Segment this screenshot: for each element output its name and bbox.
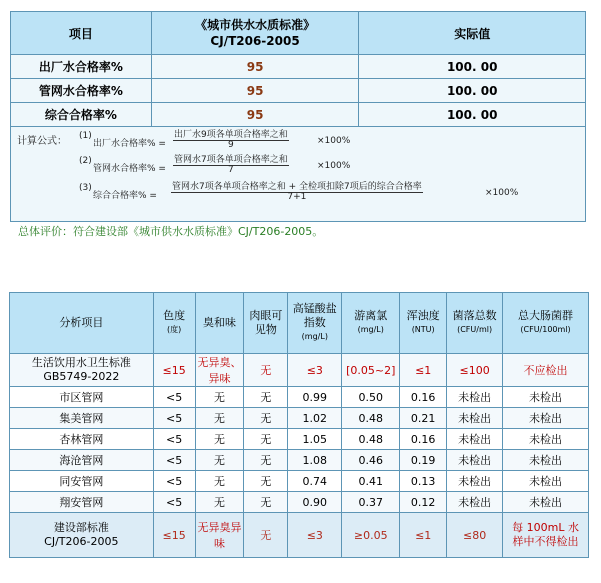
header-label: 高锰酸盐指数 — [292, 302, 337, 329]
header-cell — [447, 293, 503, 354]
cell: 1.05 — [288, 429, 342, 450]
row-actual: 100. 00 — [359, 103, 586, 127]
cell: <5 — [153, 408, 195, 429]
header-unit: (mg/L) — [301, 332, 328, 341]
cell: <5 — [153, 492, 195, 513]
gb-value: ≤1 — [400, 354, 447, 387]
cell: 1.08 — [288, 450, 342, 471]
cj-value: 无 — [244, 513, 288, 558]
cell: 0.48 — [342, 408, 400, 429]
cell: 0.74 — [288, 471, 342, 492]
cell: 无 — [195, 492, 244, 513]
compliance-rate-table — [10, 11, 586, 222]
cell: 0.16 — [400, 387, 447, 408]
header-cell — [244, 293, 288, 354]
cell: 无 — [195, 429, 244, 450]
cj-value: ≤15 — [153, 513, 195, 558]
formula-3-suffix: ×100% — [485, 188, 519, 198]
cj-label-line2: CJ/T206-2005 — [44, 535, 119, 548]
cell: 0.90 — [288, 492, 342, 513]
header-unit: (CFU/100ml) — [520, 325, 571, 334]
cj-standard-label — [10, 513, 154, 558]
formula-cell — [11, 127, 586, 222]
header-label: 浑浊度 — [406, 309, 440, 322]
formula-1-numerator: 出厂水9项各单项合格率之和 — [174, 130, 288, 140]
cj-label-line1: 建设部标准 — [53, 521, 109, 534]
gb-standard-row — [10, 354, 589, 387]
cj-value: ≤3 — [288, 513, 342, 558]
header-unit: (mg/L) — [357, 325, 384, 334]
cell: 0.48 — [342, 429, 400, 450]
compliance-header-row — [11, 12, 586, 55]
row-label: 出厂水合格率% — [11, 55, 152, 79]
row-name: 翔安管网 — [10, 492, 154, 513]
header-cell — [195, 293, 244, 354]
row-label: 管网水合格率% — [11, 79, 152, 103]
compliance-row — [11, 103, 586, 127]
cell: 未检出 — [503, 450, 589, 471]
gb-value: ≤100 — [447, 354, 503, 387]
row-standard: 95 — [151, 79, 359, 103]
header-cell — [400, 293, 447, 354]
formula-3-denominator: 7+1 — [287, 192, 307, 202]
formula-title: 计算公式： — [17, 136, 67, 147]
formula-2-index: (2) — [79, 156, 92, 166]
header-cell — [153, 293, 195, 354]
cell: 未检出 — [447, 387, 503, 408]
gb-value: [0.05~2] — [342, 354, 400, 387]
verdict-lead: 总体评价： — [18, 225, 73, 238]
table-row — [10, 450, 589, 471]
header-cell — [342, 293, 400, 354]
formula-2-numerator: 管网水7项各单项合格率之和 — [174, 155, 288, 165]
cj-value: ≤1 — [400, 513, 447, 558]
row-standard: 95 — [151, 103, 359, 127]
cell: 未检出 — [503, 408, 589, 429]
cell: 无 — [195, 450, 244, 471]
cj-value: ≥0.05 — [342, 513, 400, 558]
cj-value: 无异臭异味 — [195, 513, 244, 558]
cell: <5 — [153, 450, 195, 471]
formula-2-fraction — [173, 152, 289, 175]
row-standard: 95 — [151, 55, 359, 79]
header-cell — [288, 293, 342, 354]
compliance-row — [11, 55, 586, 79]
cell: 无 — [244, 429, 288, 450]
cell: 0.12 — [400, 492, 447, 513]
cell: 无 — [244, 471, 288, 492]
header-label: 肉眼可见物 — [249, 309, 283, 336]
cell: 未检出 — [447, 450, 503, 471]
formula-2-suffix: ×100% — [317, 161, 351, 171]
table-row — [10, 408, 589, 429]
analysis-table — [9, 292, 589, 558]
gb-value: 无异臭、异味 — [195, 354, 244, 387]
overall-verdict — [18, 223, 323, 239]
formula-3-index: (3) — [79, 183, 92, 193]
cj-standard-row — [10, 513, 589, 558]
cell: 0.21 — [400, 408, 447, 429]
cell: <5 — [153, 471, 195, 492]
header-label: 分析项目 — [59, 316, 104, 329]
formula-3-lhs: 综合合格率% = — [93, 191, 157, 201]
gb-label-line2: GB5749-2022 — [43, 370, 120, 383]
header-item: 项目 — [11, 12, 152, 55]
cell: 1.02 — [288, 408, 342, 429]
cell: 未检出 — [503, 492, 589, 513]
row-actual: 100. 00 — [359, 55, 586, 79]
gb-value: 无 — [244, 354, 288, 387]
formula-1-fraction — [173, 127, 289, 150]
header-unit: (CFU/ml) — [457, 325, 493, 334]
header-standard — [151, 12, 359, 55]
gb-label-line1: 生活饮用水卫生标准 — [31, 356, 131, 369]
table-row — [10, 387, 589, 408]
analysis-header-row — [10, 293, 589, 354]
compliance-row — [11, 79, 586, 103]
formula-2-lhs: 管网水合格率% = — [93, 164, 166, 174]
header-unit: (度) — [166, 325, 182, 334]
cell: 未检出 — [447, 408, 503, 429]
formula-3-numerator: 管网水7项各单项合格率之和 + 全检项扣除7项后的综合合格率 — [172, 182, 422, 192]
cell: 0.19 — [400, 450, 447, 471]
cell: 0.41 — [342, 471, 400, 492]
cell: 无 — [244, 450, 288, 471]
cell: 无 — [244, 408, 288, 429]
header-label: 游离氯 — [354, 309, 388, 322]
header-unit: (NTU) — [411, 325, 435, 334]
gb-value: ≤3 — [288, 354, 342, 387]
header-cell — [10, 293, 154, 354]
formula-1-denominator: 9 — [228, 140, 234, 150]
header-cell — [503, 293, 589, 354]
formula-1-lhs: 出厂水合格率% = — [93, 139, 166, 149]
header-label: 总大肠菌群 — [518, 309, 574, 322]
cell: 0.37 — [342, 492, 400, 513]
cell: 未检出 — [503, 387, 589, 408]
header-label: 臭和味 — [203, 316, 237, 329]
table-row — [10, 471, 589, 492]
cj-value: 每 100mL 水样中不得检出 — [503, 513, 589, 558]
cell: 无 — [244, 387, 288, 408]
row-label: 综合合格率% — [11, 103, 152, 127]
cell: 0.99 — [288, 387, 342, 408]
cell: 无 — [195, 408, 244, 429]
row-name: 集美管网 — [10, 408, 154, 429]
cell: 未检出 — [447, 429, 503, 450]
formula-1-index: (1) — [79, 131, 92, 141]
header-label: 色度 — [163, 309, 186, 322]
header-standard-code: CJ/T206-2005 — [210, 34, 300, 48]
cell: 未检出 — [503, 471, 589, 492]
formula-1-suffix: ×100% — [317, 136, 351, 146]
table-row — [10, 492, 589, 513]
header-actual: 实际值 — [359, 12, 586, 55]
cell: 未检出 — [503, 429, 589, 450]
formula-3-fraction — [171, 179, 423, 202]
header-label: 菌落总数 — [452, 309, 497, 322]
cell: 未检出 — [447, 471, 503, 492]
gb-standard-label — [10, 354, 154, 387]
cell: 无 — [244, 492, 288, 513]
cell: 0.46 — [342, 450, 400, 471]
verdict-text: 符合建设部《城市供水水质标准》CJ/T206-2005。 — [73, 225, 324, 238]
row-name: 同安管网 — [10, 471, 154, 492]
cell: <5 — [153, 429, 195, 450]
formula-row — [11, 127, 586, 222]
cell: 无 — [195, 387, 244, 408]
row-actual: 100. 00 — [359, 79, 586, 103]
cell: 未检出 — [447, 492, 503, 513]
cell: 0.13 — [400, 471, 447, 492]
cell: 0.50 — [342, 387, 400, 408]
table-row — [10, 429, 589, 450]
header-standard-title: 《城市供水水质标准》 — [195, 18, 316, 32]
formula-2-denominator: 7 — [228, 165, 234, 175]
row-name: 杏林管网 — [10, 429, 154, 450]
cell: 0.16 — [400, 429, 447, 450]
gb-value: ≤15 — [153, 354, 195, 387]
row-name: 市区管网 — [10, 387, 154, 408]
cell: 无 — [195, 471, 244, 492]
cell: <5 — [153, 387, 195, 408]
gb-value: 不应检出 — [503, 354, 589, 387]
cj-value: ≤80 — [447, 513, 503, 558]
row-name: 海沧管网 — [10, 450, 154, 471]
